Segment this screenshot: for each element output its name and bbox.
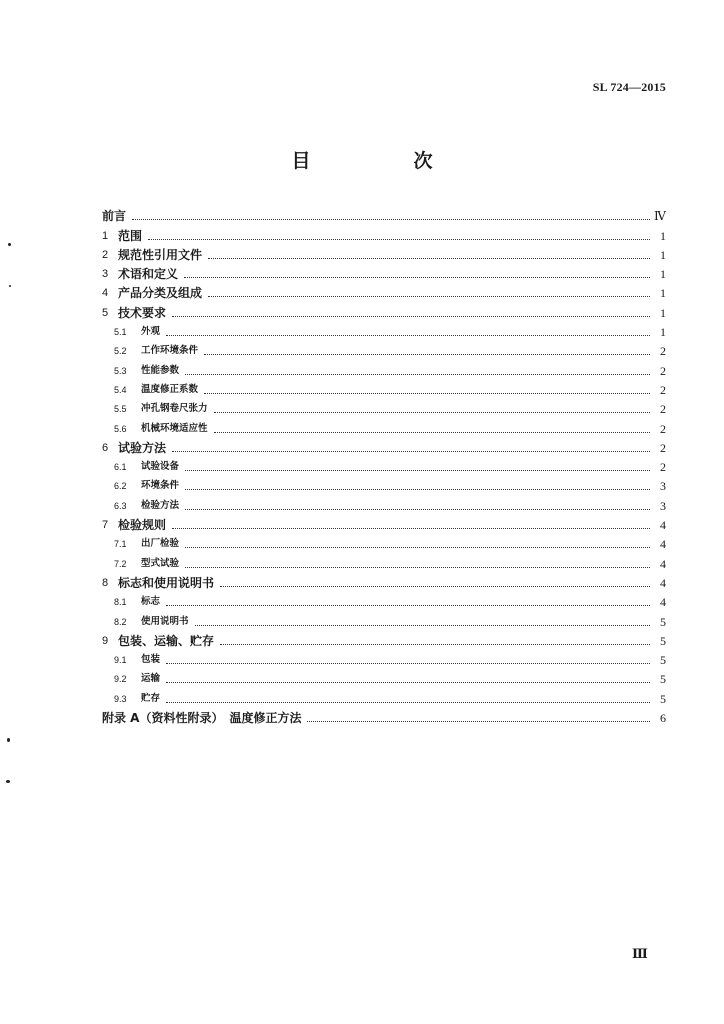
toc-entry-title: 标志和使用说明书 bbox=[118, 575, 215, 590]
toc-entry-page: 5 bbox=[660, 691, 666, 706]
toc-entry bbox=[102, 609, 666, 628]
toc-entry-number: 8.2 bbox=[114, 616, 127, 627]
toc-leader-dots bbox=[214, 412, 650, 413]
toc-entry-title: 使用说明书 bbox=[141, 615, 189, 627]
toc-entry-page: 4 bbox=[660, 575, 666, 590]
toc-entry-title: 温度修正系数 bbox=[141, 383, 199, 395]
toc-title: 目 次 bbox=[291, 150, 475, 172]
toc-entry-title: 冲孔钢卷尺张力 bbox=[141, 403, 208, 415]
toc-entry-page: 4 bbox=[660, 595, 666, 610]
toc-entry-page: 2 bbox=[660, 382, 666, 397]
toc-entry bbox=[102, 648, 666, 667]
toc-entry-number: 3 bbox=[102, 268, 109, 281]
toc-entry-number: 6 bbox=[102, 441, 109, 454]
toc-entry-title: 检验规则 bbox=[118, 518, 167, 533]
toc-entry-number: 5.5 bbox=[114, 404, 127, 415]
toc-entry-page: 4 bbox=[660, 556, 666, 571]
toc-entry-title: 机械环境适应性 bbox=[141, 422, 208, 434]
toc-leader-dots bbox=[185, 374, 650, 375]
toc-leader-dots bbox=[166, 702, 650, 703]
toc-entry-title: 前言 bbox=[102, 209, 127, 224]
toc-entry bbox=[102, 493, 666, 512]
toc-entry bbox=[102, 686, 666, 705]
page-number: Ⅲ bbox=[632, 946, 648, 961]
toc-entry-page: 3 bbox=[660, 498, 666, 513]
toc-entry-page: 2 bbox=[660, 363, 666, 378]
toc-entry bbox=[102, 455, 666, 474]
toc-entry-number: 6.3 bbox=[114, 500, 127, 511]
toc-entry-number: 5.1 bbox=[114, 327, 127, 338]
toc-entry-title: 产品分类及组成 bbox=[118, 286, 203, 301]
toc-entry-number: 7 bbox=[102, 519, 109, 532]
toc-entry-page: 2 bbox=[660, 460, 666, 475]
toc-entry-number: 2 bbox=[102, 248, 109, 261]
toc-entry-number: 7.1 bbox=[114, 539, 127, 550]
toc-entry-page: 1 bbox=[660, 267, 666, 282]
toc-entry-number: 5 bbox=[102, 306, 109, 319]
toc-entry-number: 9 bbox=[102, 634, 109, 647]
toc-entry bbox=[102, 629, 666, 648]
toc-entry-page: 1 bbox=[660, 305, 666, 320]
toc-entry-page: 5 bbox=[660, 672, 666, 687]
toc-leader-dots bbox=[185, 470, 650, 471]
toc-leader-dots bbox=[166, 682, 650, 683]
toc-leader-dots bbox=[166, 335, 650, 336]
toc-entry bbox=[102, 590, 666, 609]
toc-leader-dots bbox=[185, 509, 650, 510]
toc-leader-dots bbox=[185, 489, 650, 490]
toc-entry-number: 9.1 bbox=[114, 655, 127, 666]
toc-entry bbox=[102, 320, 666, 339]
toc-entry-number: 6.2 bbox=[114, 481, 127, 492]
toc-entry-title: 包装、运输、贮存 bbox=[118, 633, 215, 648]
toc-entry-title: 范围 bbox=[118, 228, 143, 243]
toc-leader-dots bbox=[220, 644, 650, 645]
table-of-contents bbox=[102, 204, 666, 725]
toc-entry-number: 5.2 bbox=[114, 346, 127, 357]
toc-entry-page: 1 bbox=[660, 325, 666, 340]
toc-entry-page: 1 bbox=[660, 286, 666, 301]
toc-entry-number: 9.2 bbox=[114, 674, 127, 685]
toc-entry-title: 附录 A（资料性附录） 温度修正方法 bbox=[102, 711, 302, 726]
toc-entry-number: 7.2 bbox=[114, 558, 127, 569]
toc-entry bbox=[102, 436, 666, 455]
toc-entry-page: 2 bbox=[660, 402, 666, 417]
toc-leader-dots bbox=[148, 239, 650, 240]
toc-leader-dots bbox=[185, 567, 650, 568]
toc-leader-dots bbox=[208, 258, 650, 259]
toc-leader-dots bbox=[172, 451, 650, 452]
toc-entry-title: 试验设备 bbox=[141, 461, 180, 473]
scan-speck bbox=[6, 780, 10, 783]
toc-entry-page: 3 bbox=[660, 479, 666, 494]
toc-entry-title: 包装 bbox=[141, 654, 161, 666]
standard-code: SL 724—2015 bbox=[592, 80, 666, 94]
toc-entry-title: 标志 bbox=[141, 596, 161, 608]
toc-entry-title: 检验方法 bbox=[141, 499, 180, 511]
toc-entry-number: 5.3 bbox=[114, 365, 127, 376]
toc-entry bbox=[102, 262, 666, 281]
toc-entry-title: 型式试验 bbox=[141, 557, 180, 569]
toc-leader-dots bbox=[208, 296, 650, 297]
scan-speck bbox=[8, 243, 11, 246]
toc-entry bbox=[102, 571, 666, 590]
toc-entry-page: 2 bbox=[660, 440, 666, 455]
toc-leader-dots bbox=[204, 393, 650, 394]
toc-entry-title: 性能参数 bbox=[141, 364, 180, 376]
toc-leader-dots bbox=[184, 277, 650, 278]
toc-entry-title: 运输 bbox=[141, 673, 161, 685]
toc-entry bbox=[102, 532, 666, 551]
toc-leader-dots bbox=[220, 586, 650, 587]
toc-entry-page: 1 bbox=[660, 228, 666, 243]
toc-entry bbox=[102, 706, 666, 725]
toc-entry bbox=[102, 513, 666, 532]
toc-entry-page: 5 bbox=[660, 633, 666, 648]
toc-entry-title: 术语和定义 bbox=[118, 267, 179, 282]
toc-entry-page: 5 bbox=[660, 653, 666, 668]
toc-entry bbox=[102, 358, 666, 377]
toc-entry-page: 1 bbox=[660, 247, 666, 262]
toc-entry bbox=[102, 416, 666, 435]
toc-entry bbox=[102, 551, 666, 570]
toc-leader-dots bbox=[172, 528, 650, 529]
toc-entry bbox=[102, 243, 666, 262]
toc-entry-number: 4 bbox=[102, 287, 109, 300]
scan-speck bbox=[9, 285, 11, 287]
toc-entry-title: 技术要求 bbox=[118, 305, 167, 320]
toc-entry bbox=[102, 204, 666, 223]
toc-entry bbox=[102, 378, 666, 397]
toc-entry-page: 4 bbox=[660, 518, 666, 533]
toc-leader-dots bbox=[132, 219, 650, 220]
toc-entry-page: 2 bbox=[660, 344, 666, 359]
toc-leader-dots bbox=[185, 547, 650, 548]
toc-entry-number: 1 bbox=[102, 229, 109, 242]
toc-entry-number: 6.1 bbox=[114, 462, 127, 473]
toc-entry-number: 5.6 bbox=[114, 423, 127, 434]
toc-entry-title: 工作环境条件 bbox=[141, 345, 199, 357]
toc-entry-number: 8.1 bbox=[114, 597, 127, 608]
toc-entry bbox=[102, 474, 666, 493]
toc-entry-page: Ⅳ bbox=[654, 209, 666, 224]
toc-entry-page: 6 bbox=[660, 711, 666, 726]
toc-entry-title: 试验方法 bbox=[118, 440, 167, 455]
toc-entry bbox=[102, 397, 666, 416]
toc-entry bbox=[102, 339, 666, 358]
scan-speck bbox=[7, 738, 10, 742]
toc-entry-page: 2 bbox=[660, 421, 666, 436]
toc-entry-title: 贮存 bbox=[141, 692, 161, 704]
toc-leader-dots bbox=[166, 663, 650, 664]
toc-entry-number: 8 bbox=[102, 576, 109, 589]
toc-entry-title: 外观 bbox=[141, 326, 161, 338]
toc-entry-number: 9.3 bbox=[114, 693, 127, 704]
toc-entry-title: 环境条件 bbox=[141, 480, 180, 492]
toc-entry bbox=[102, 223, 666, 242]
toc-entry-page: 5 bbox=[660, 614, 666, 629]
toc-entry bbox=[102, 667, 666, 686]
toc-leader-dots bbox=[172, 316, 650, 317]
toc-entry bbox=[102, 281, 666, 300]
toc-leader-dots bbox=[195, 625, 650, 626]
toc-entry-page: 4 bbox=[660, 537, 666, 552]
toc-leader-dots bbox=[307, 721, 650, 722]
toc-entry-title: 出厂检验 bbox=[141, 538, 180, 550]
toc-leader-dots bbox=[166, 605, 650, 606]
toc-entry-title: 规范性引用文件 bbox=[118, 247, 203, 262]
toc-leader-dots bbox=[214, 432, 650, 433]
toc-entry bbox=[102, 300, 666, 319]
toc-entry-number: 5.4 bbox=[114, 384, 127, 395]
toc-leader-dots bbox=[204, 354, 650, 355]
